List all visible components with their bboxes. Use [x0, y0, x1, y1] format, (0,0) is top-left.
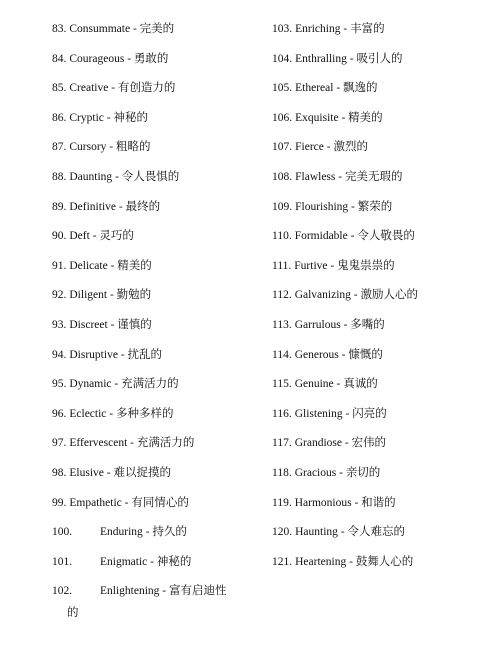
entry-meaning: 完美的	[139, 23, 175, 35]
vocab-entry	[52, 521, 267, 551]
entry-number: 102.	[52, 585, 73, 598]
entry-separator: -	[323, 141, 334, 154]
vocab-entry	[52, 373, 267, 403]
entry-number: 83.	[52, 23, 67, 35]
entry-number: 97.	[52, 437, 67, 450]
entry-number: 109.	[272, 200, 293, 213]
entry-meaning: 激励人心的	[360, 289, 418, 302]
entry-term: Exquisite	[295, 111, 339, 124]
vocab-entry	[272, 48, 492, 78]
entry-separator: -	[336, 466, 346, 479]
vocab-entry	[272, 284, 492, 314]
vocab-entry	[52, 255, 267, 285]
entry-number: 88.	[52, 170, 67, 183]
entry-term: Enriching	[295, 23, 341, 35]
entry-number: 113.	[272, 318, 292, 331]
vocab-entry	[52, 18, 267, 48]
entry-separator: -	[348, 200, 358, 213]
entry-term: Eclectic	[69, 407, 107, 420]
entry-meaning: 鬼鬼祟祟的	[337, 259, 395, 272]
entry-term: Definitive	[69, 200, 116, 213]
entry-meaning: 闪亮的	[352, 407, 387, 420]
entry-term: Haunting	[295, 526, 338, 539]
entry-number: 117.	[272, 437, 292, 450]
vocab-entry	[272, 462, 492, 492]
vocab-entry	[52, 166, 267, 196]
entry-number: 98.	[52, 466, 67, 479]
entry-meaning: 充满活力的	[121, 378, 179, 391]
vocab-entry	[272, 344, 492, 374]
entry-number: 90.	[52, 230, 67, 243]
entry-meaning: 真诚的	[343, 378, 378, 391]
entry-separator: -	[159, 585, 170, 598]
entry-term: Cryptic	[69, 111, 104, 124]
entry-separator: -	[130, 23, 140, 35]
entry-number: 107.	[272, 141, 293, 154]
entry-term: Harmonious	[294, 496, 352, 509]
entry-separator: -	[340, 23, 351, 35]
entry-meaning: 多种多样的	[116, 407, 174, 420]
entry-separator: -	[103, 111, 114, 124]
vocab-entry	[52, 225, 267, 255]
entry-number: 89.	[52, 200, 67, 213]
entry-meaning: 丰富的	[350, 23, 385, 35]
entry-number: 84.	[52, 52, 67, 65]
entry-number: 118.	[272, 466, 292, 479]
entry-number: 101.	[52, 555, 73, 568]
entry-number: 103.	[272, 23, 293, 35]
entry-separator: -	[89, 230, 100, 243]
vocab-entry	[272, 314, 492, 344]
entry-meaning: 令人难忘的	[347, 526, 406, 539]
entry-meaning: 令人敬畏的	[357, 230, 415, 243]
entry-separator: -	[107, 259, 118, 272]
entry-separator: -	[106, 407, 116, 420]
entry-term: Enduring	[100, 526, 143, 539]
entry-separator: -	[147, 555, 157, 568]
entry-separator: -	[346, 52, 357, 65]
vocab-entry	[52, 48, 267, 78]
entry-term: Galvanizing	[294, 289, 351, 302]
vocab-entry	[272, 18, 492, 48]
vocab-entry	[272, 551, 492, 581]
entry-term: Enigmatic	[100, 555, 148, 568]
entry-separator: -	[351, 496, 362, 509]
entry-term: Ethereal	[295, 82, 334, 95]
entry-term: Dynamic	[69, 378, 112, 391]
entry-meaning: 精美的	[348, 111, 383, 124]
entry-separator: -	[337, 526, 348, 539]
entry-term: Heartening	[295, 555, 347, 568]
entry-number: 92.	[52, 289, 67, 302]
entry-separator: -	[350, 289, 361, 302]
entry-term: Disruptive	[69, 348, 118, 361]
entry-meaning: 有同情心的	[131, 496, 189, 509]
vocab-entry	[52, 314, 267, 344]
entry-separator: -	[108, 82, 118, 95]
entry-separator: -	[338, 348, 349, 361]
entry-meaning: 充满活力的	[136, 437, 195, 450]
vocab-entry	[272, 373, 492, 403]
entry-meaning: 勇敢的	[133, 52, 169, 65]
entry-meaning: 完美无瑕的	[344, 170, 403, 183]
entry-number: 110.	[272, 230, 292, 243]
right-column	[272, 18, 492, 580]
entry-term: Garrulous	[294, 318, 341, 331]
entry-term: Fierce	[295, 141, 324, 154]
entry-meaning: 飘逸的	[343, 82, 378, 95]
entry-number: 112.	[272, 289, 292, 302]
entry-number: 99.	[52, 496, 67, 509]
entry-meaning: 和谐的	[361, 496, 396, 509]
entry-term: Empathetic	[69, 496, 122, 509]
entry-number: 96.	[52, 407, 67, 420]
entry-meaning: 有创造力的	[117, 82, 176, 95]
entry-term: Glistening	[294, 407, 343, 420]
vocab-entry	[52, 136, 267, 166]
entry-term: Flourishing	[295, 200, 349, 213]
entry-meaning: 多嘴的	[350, 318, 385, 331]
entry-separator: -	[107, 289, 117, 302]
vocab-entry	[272, 196, 492, 226]
vocab-entry	[52, 551, 267, 581]
entry-meaning: 吸引人的	[356, 52, 403, 65]
entry-number: 95.	[52, 378, 67, 391]
entry-meaning: 持久的	[152, 526, 187, 539]
left-column	[52, 18, 267, 638]
entry-meaning: 神秘的	[156, 555, 192, 568]
entry-meaning-continuation: 的	[67, 607, 79, 620]
entry-separator: -	[124, 52, 134, 65]
vocab-entry	[272, 521, 492, 551]
entry-term: Creative	[69, 82, 109, 95]
entry-meaning: 谨慎的	[117, 318, 152, 331]
entry-meaning: 难以捉摸的	[113, 466, 171, 479]
entry-term: Grandiose	[294, 437, 342, 450]
vocab-entry	[52, 580, 267, 638]
entry-separator: -	[116, 200, 126, 213]
vocab-entry	[272, 77, 492, 107]
entry-number: 111.	[272, 259, 292, 272]
vocab-entry	[52, 284, 267, 314]
entry-term: Flawless	[295, 170, 336, 183]
entry-separator: -	[340, 318, 351, 331]
entry-term: Enlightening	[100, 585, 160, 598]
vocab-entry	[52, 403, 267, 433]
entry-separator: -	[338, 111, 349, 124]
entry-meaning: 粗略的	[116, 141, 151, 154]
entry-term: Discreet	[69, 318, 108, 331]
entry-separator: -	[121, 496, 132, 509]
entry-term: Diligent	[69, 289, 108, 302]
entry-number: 119.	[272, 496, 292, 509]
vocab-entry	[52, 77, 267, 107]
entry-number: 104.	[272, 52, 293, 65]
entry-term: Genuine	[294, 378, 334, 391]
entry-term: Effervescent	[69, 437, 128, 450]
entry-separator: -	[111, 378, 122, 391]
entry-separator: -	[106, 141, 117, 154]
entry-number: 114.	[272, 348, 292, 361]
entry-number: 105.	[272, 82, 293, 95]
entry-separator: -	[342, 407, 353, 420]
entry-meaning: 精美的	[117, 259, 152, 272]
entry-number: 86.	[52, 111, 67, 124]
entry-separator: -	[127, 437, 137, 450]
entry-meaning: 宏伟的	[351, 437, 387, 450]
vocab-entry	[272, 255, 492, 285]
entry-meaning: 鼓舞人心的	[355, 555, 414, 568]
entry-meaning: 扰乱的	[127, 348, 163, 361]
entry-meaning: 慷慨的	[348, 348, 383, 361]
entry-term: Consummate	[69, 23, 131, 35]
vocab-entry	[272, 166, 492, 196]
entry-term: Gracious	[294, 466, 337, 479]
entry-term: Generous	[294, 348, 339, 361]
entry-separator: -	[112, 170, 122, 183]
entry-term: Elusive	[69, 466, 104, 479]
entry-meaning: 富有启迪性	[169, 585, 227, 598]
entry-term: Formidable	[294, 230, 348, 243]
entry-meaning: 亲切的	[345, 466, 381, 479]
vocab-entry	[272, 225, 492, 255]
vocab-entry	[52, 344, 267, 374]
entry-term: Daunting	[69, 170, 113, 183]
entry-number: 116.	[272, 407, 292, 420]
vocab-entry	[272, 136, 492, 166]
vocab-entry	[272, 107, 492, 137]
entry-number: 115.	[272, 378, 292, 391]
entry-separator: -	[107, 318, 118, 331]
entry-separator: -	[347, 230, 358, 243]
vocab-entry	[272, 432, 492, 462]
entry-number: 87.	[52, 141, 67, 154]
entry-meaning: 勤勉的	[116, 289, 152, 302]
entry-term: Enthralling	[295, 52, 347, 65]
entry-separator: -	[327, 259, 338, 272]
vocab-entry	[52, 432, 267, 462]
entry-term: Furtive	[294, 259, 328, 272]
entry-meaning: 神秘的	[113, 111, 148, 124]
entry-number: 121.	[272, 555, 293, 568]
entry-number: 91.	[52, 259, 67, 272]
entry-term: Courageous	[69, 52, 125, 65]
entry-separator: -	[341, 437, 352, 450]
vocab-entry	[52, 462, 267, 492]
entry-separator: -	[333, 378, 344, 391]
entry-separator: -	[142, 526, 153, 539]
vocab-entry	[52, 492, 267, 522]
vocab-entry	[272, 492, 492, 522]
entry-number: 100.	[52, 526, 73, 539]
entry-separator: -	[103, 466, 114, 479]
entry-term: Deft	[69, 230, 90, 243]
entry-number: 94.	[52, 348, 67, 361]
entry-number: 85.	[52, 82, 67, 95]
entry-meaning: 最终的	[125, 200, 161, 213]
vocab-entry	[52, 107, 267, 137]
entry-separator: -	[333, 82, 344, 95]
entry-number: 120.	[272, 526, 293, 539]
vocab-entry	[272, 403, 492, 433]
entry-meaning: 令人畏惧的	[121, 170, 180, 183]
entry-number: 106.	[272, 111, 293, 124]
entry-term: Cursory	[69, 141, 107, 154]
entry-term: Delicate	[69, 259, 108, 272]
entry-number: 108.	[272, 170, 293, 183]
vocab-entry	[52, 196, 267, 226]
entry-meaning: 激烈的	[333, 141, 368, 154]
entry-separator: -	[335, 170, 345, 183]
entry-meaning: 繁荣的	[357, 200, 393, 213]
entry-separator: -	[117, 348, 128, 361]
entry-separator: -	[346, 555, 356, 568]
entry-meaning: 灵巧的	[99, 230, 134, 243]
entry-number: 93.	[52, 318, 67, 331]
